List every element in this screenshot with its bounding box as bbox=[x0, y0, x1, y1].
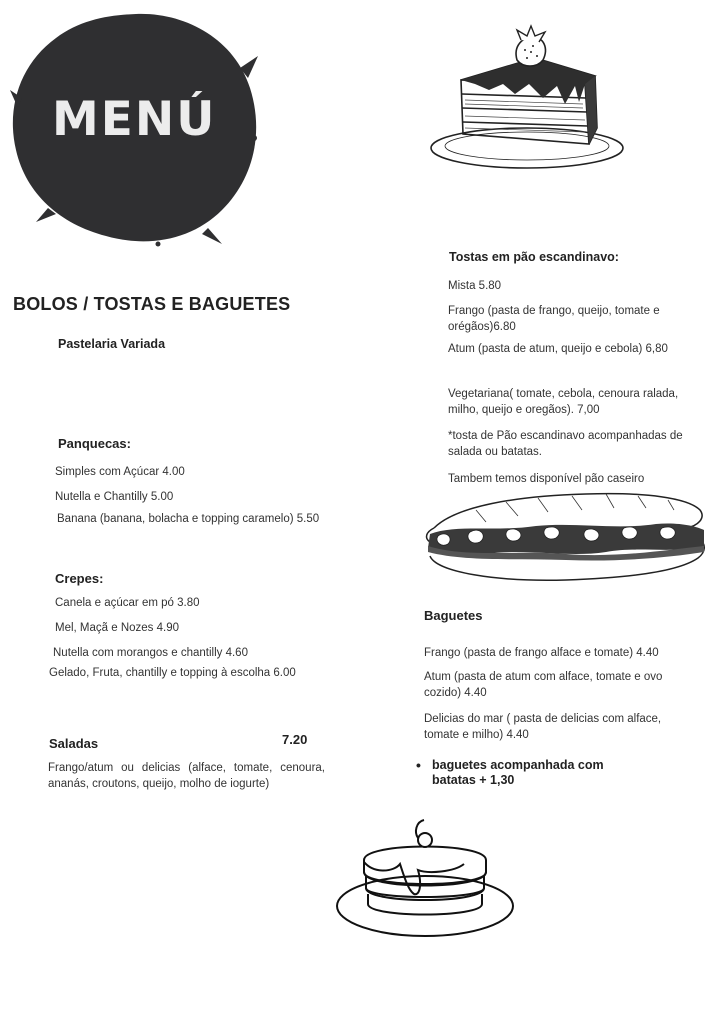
saladas-price: 7.20 bbox=[282, 732, 308, 747]
baguetes-bullet-list bbox=[418, 758, 648, 788]
pancake-stack-icon bbox=[334, 814, 516, 950]
menu-item: Mel, Maçã e Nozes 4.90 bbox=[55, 622, 180, 634]
page-title: BOLOS / TOSTAS E BAGUETES bbox=[13, 294, 291, 314]
panquecas-heading: Panquecas: bbox=[58, 436, 131, 451]
pastelaria-heading: Pastelaria Variada bbox=[58, 337, 166, 351]
menu-item: Atum (pasta de atum com alface, tomate e ovo cozido) 4.40 bbox=[424, 671, 663, 699]
baguetes-heading: Baguetes bbox=[424, 608, 483, 623]
cake-slice-icon bbox=[425, 24, 630, 189]
menu-item: Gelado, Fruta, chantilly e topping à escolha 6.00 bbox=[49, 667, 296, 679]
menu-item: Mista 5.80 bbox=[448, 280, 502, 292]
menu-item: Vegetariana( tomate, cebola, cenoura ralada, milho, queijo e oregãos). 7,00 bbox=[448, 388, 679, 416]
baguetes-bullet: • baguetes acompanhada com batatas + 1,30 bbox=[418, 758, 648, 788]
menu-item: Delicias do mar ( pasta de delicias com alface, tomate e milho) 4.40 bbox=[424, 713, 662, 741]
saladas-heading: Saladas bbox=[49, 736, 99, 751]
menu-item: Banana (banana, bolacha e topping caramelo) 5.50 bbox=[57, 513, 320, 525]
menu-item: Frango (pasta de frango alface e tomate) 4.40 bbox=[424, 647, 659, 659]
crepes-heading: Crepes: bbox=[55, 571, 104, 586]
menu-item: Nutella com morangos e chantilly 4.60 bbox=[53, 647, 248, 659]
menu-item: Atum (pasta de atum, queijo e cebola) 6,80 bbox=[448, 343, 668, 355]
menu-item: Frango (pasta de frango, queijo, tomate e orégãos)6.80 bbox=[448, 305, 660, 333]
tostas-note-2: Tambem temos disponível pão caseiro bbox=[448, 473, 645, 485]
menu-item: Simples com Açúcar 4.00 bbox=[55, 466, 185, 478]
baguette-sandwich-icon bbox=[416, 488, 712, 588]
logo-text: MENÚ bbox=[52, 92, 217, 147]
saladas-description: Frango/atum ou delicias (alface, tomate, cenoura, ananás, croutons, queijo, molho de iogurte) bbox=[48, 762, 325, 790]
menu-item: Nutella e Chantilly 5.00 bbox=[55, 491, 174, 503]
tostas-heading: Tostas em pão escandinavo: bbox=[449, 250, 619, 264]
tostas-note: *tosta de Pão escandinavo acompanhadas de salada ou batatas. bbox=[448, 430, 683, 458]
menu-item: Canela e açúcar em pó 3.80 bbox=[55, 597, 200, 609]
